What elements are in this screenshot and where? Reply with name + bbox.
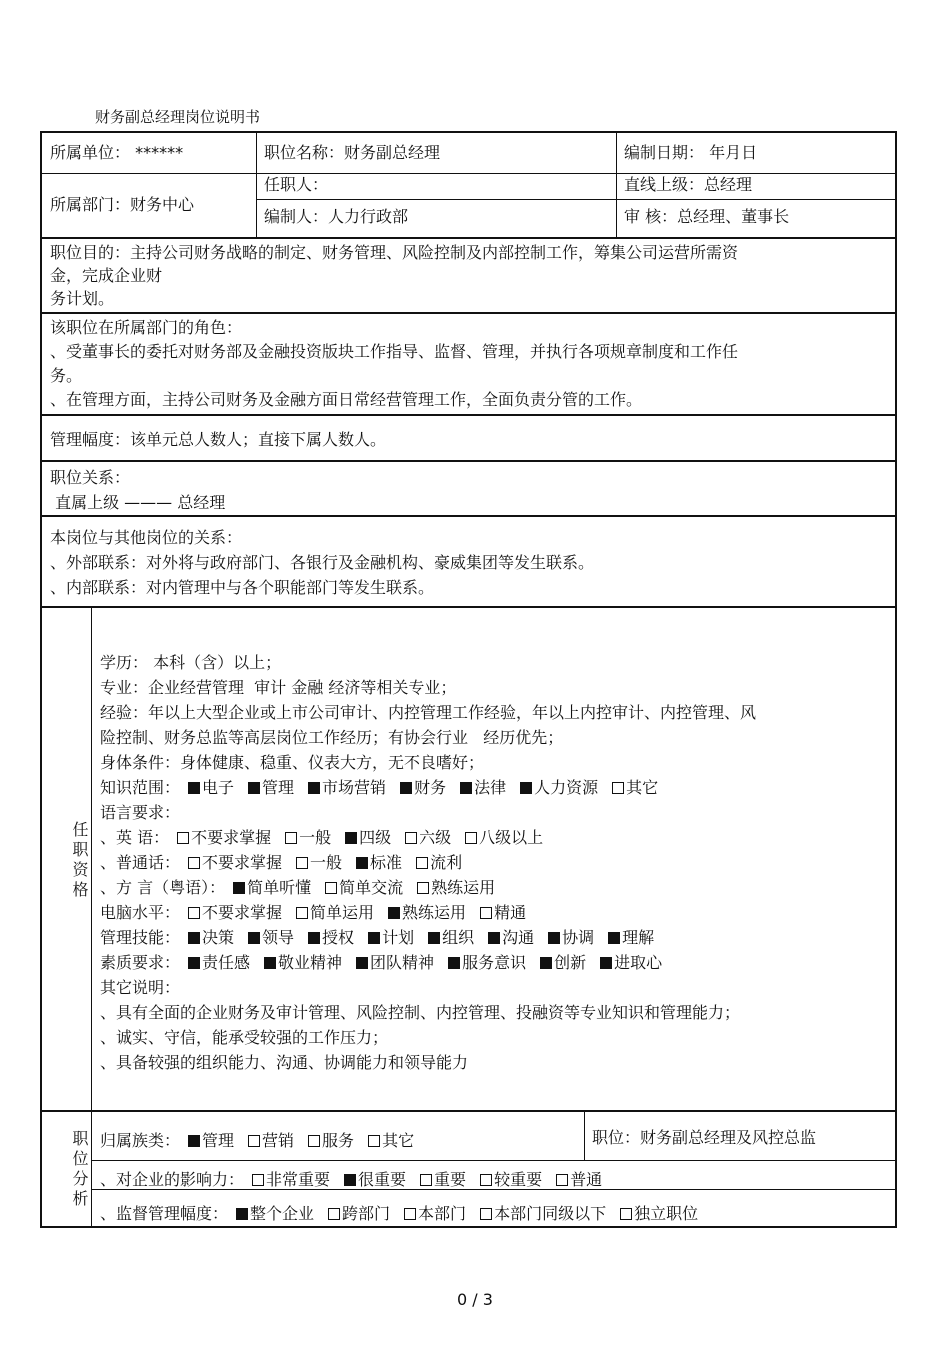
option-item: [460, 778, 506, 797]
option-label: 一般: [299, 828, 332, 847]
checked-box-icon: [600, 957, 612, 969]
option-label: 财务: [414, 778, 447, 797]
unchecked-box-icon: [252, 1174, 264, 1186]
role-line: 、受董事长的委托对财务部及金融投资版块工作指导、监督、管理，并执行各项规章制度和工作任: [50, 342, 739, 361]
option-label: 整个企业: [250, 1204, 315, 1223]
option-label: 管理: [262, 778, 295, 797]
option-row: [100, 775, 756, 800]
unchecked-box-icon: [465, 832, 477, 844]
unchecked-box-icon: [308, 1135, 320, 1147]
role-line: 该职位在所属部门的角色：: [50, 318, 243, 337]
option-label: 沟通: [502, 928, 535, 947]
checked-box-icon: [188, 957, 200, 969]
option-label: 很重要: [358, 1170, 407, 1189]
option-item: [248, 778, 294, 797]
checked-box-icon: [236, 1208, 248, 1220]
option-item: [308, 1131, 354, 1150]
option-label: 本部门同级以下: [494, 1204, 607, 1223]
option-label: 简单交流: [339, 878, 404, 897]
role-line: 务。: [50, 366, 83, 385]
option-group-label: 、英 语：: [100, 828, 170, 847]
option-item: [296, 903, 374, 922]
date-cell: 编制日期： 年月日: [624, 143, 758, 162]
option-label: 熟练运用: [402, 903, 467, 922]
option-label: 团队精神: [370, 953, 435, 972]
qualification-label: 任职资格: [42, 608, 92, 1111]
option-label: 服务: [322, 1131, 355, 1150]
unchecked-box-icon: [296, 907, 308, 919]
checked-box-icon: [308, 932, 320, 944]
option-item: [356, 953, 434, 972]
option-item: [308, 778, 386, 797]
option-label: 进取心: [614, 953, 663, 972]
option-item: [252, 1170, 330, 1189]
other-notes-line: 、诚实、守信，能承受较强的工作压力；: [100, 1028, 389, 1047]
checked-box-icon: [460, 782, 472, 794]
option-label: 四级: [359, 828, 392, 847]
option-item: [233, 878, 311, 897]
unchecked-box-icon: [556, 1174, 568, 1186]
option-group-label: 语言要求：: [100, 803, 181, 822]
unchecked-box-icon: [612, 782, 624, 794]
option-group-label: 归属族类：: [100, 1131, 181, 1150]
option-item: [404, 1204, 466, 1223]
unchecked-box-icon: [188, 857, 200, 869]
option-label: 决策: [202, 928, 235, 947]
option-group-label: 电脑水平：: [100, 903, 181, 922]
option-item: [480, 1170, 542, 1189]
option-item: [480, 1204, 606, 1223]
checked-box-icon: [308, 782, 320, 794]
supervision-row: [92, 1201, 895, 1224]
unchecked-box-icon: [620, 1208, 632, 1220]
option-label: 市场营销: [322, 778, 387, 797]
checked-box-icon: [540, 957, 552, 969]
option-label: 责任感: [202, 953, 251, 972]
checked-box-icon: [188, 932, 200, 944]
option-item: [236, 1204, 314, 1223]
qualification-body: [100, 650, 756, 1075]
option-label: 重要: [434, 1170, 467, 1189]
analysis-section: [40, 1110, 897, 1228]
option-item: [188, 903, 282, 922]
option-group-label: 、方 言（粤语）：: [100, 878, 226, 897]
reviewer-cell: 审 核：总经理、董事长: [624, 207, 790, 226]
option-label: 组织: [442, 928, 475, 947]
option-label: 计划: [382, 928, 415, 947]
option-label: 其它: [382, 1131, 415, 1150]
option-item: [405, 828, 451, 847]
unchecked-box-icon: [416, 857, 428, 869]
option-item: [344, 1170, 406, 1189]
option-item: [612, 778, 658, 797]
major-line: 专业：企业经营管理 审计 金融 经济等相关专业；: [100, 678, 457, 697]
option-item: [308, 928, 354, 947]
document-title: 财务副总经理岗位说明书: [95, 108, 261, 126]
unchecked-box-icon: [368, 1135, 380, 1147]
unchecked-box-icon: [296, 857, 308, 869]
option-label: 流利: [430, 853, 463, 872]
relation-section: [40, 460, 897, 517]
unchecked-box-icon: [480, 1208, 492, 1220]
option-label: 跨部门: [342, 1204, 391, 1223]
checked-box-icon: [248, 782, 260, 794]
option-item: [520, 778, 598, 797]
option-label: 敬业精神: [278, 953, 343, 972]
relation-line: 直属上级 ——— 总经理: [50, 493, 226, 512]
unchecked-box-icon: [405, 832, 417, 844]
unchecked-box-icon: [420, 1174, 432, 1186]
unchecked-box-icon: [404, 1208, 416, 1220]
option-item: [420, 1170, 466, 1189]
option-group-label: 知识范围：: [100, 778, 181, 797]
option-label: 不要求掌握: [191, 828, 272, 847]
purpose-section: [40, 237, 897, 314]
option-label: 较重要: [494, 1170, 543, 1189]
option-label: 领导: [262, 928, 295, 947]
checked-box-icon: [188, 782, 200, 794]
unchecked-box-icon: [325, 882, 337, 894]
checked-box-icon: [400, 782, 412, 794]
unchecked-box-icon: [248, 1135, 260, 1147]
checked-box-icon: [356, 857, 368, 869]
relation-line: 职位关系：: [50, 468, 131, 487]
option-label: 协调: [562, 928, 595, 947]
unchecked-box-icon: [285, 832, 297, 844]
option-label: 简单听懂: [247, 878, 312, 897]
unchecked-box-icon: [480, 907, 492, 919]
option-item: [556, 1170, 602, 1189]
other-notes-line: 、具有全面的企业财务及审计管理、风险控制、内控管理、投融资等专业知识和管理能力；: [100, 1003, 741, 1022]
option-row: [100, 800, 756, 825]
checked-box-icon: [520, 782, 532, 794]
option-item: [188, 778, 234, 797]
checked-box-icon: [356, 957, 368, 969]
checked-box-icon: [248, 932, 260, 944]
checked-box-icon: [428, 932, 440, 944]
checked-box-icon: [344, 1174, 356, 1186]
option-label: 本部门: [418, 1204, 467, 1223]
option-item: [620, 1204, 698, 1223]
checked-box-icon: [345, 832, 357, 844]
option-label: 精通: [494, 903, 527, 922]
option-row: [100, 950, 756, 975]
role-line: 、在管理方面，主持公司财务及金融方面日常经营管理工作，全面负责分管的工作。: [50, 390, 643, 409]
option-label: 营销: [262, 1131, 295, 1150]
option-item: [465, 828, 543, 847]
analysis-position-cell: 职位：财务副总经理及风控总监: [592, 1128, 817, 1147]
page-number: 0 / 3: [457, 1290, 493, 1309]
experience-line: 险控制、财务总监等高层岗位工作经历；有协会行业 经历优先；: [100, 728, 564, 747]
superior-cell: 直线上级：总经理: [624, 175, 753, 194]
option-item: [188, 853, 282, 872]
education-line: 学历： 本科（含）以上；: [100, 653, 282, 672]
other-notes-line: 、具备较强的组织能力、沟通、协调能力和领导能力: [100, 1053, 469, 1072]
role-section: [40, 312, 897, 416]
option-item: [417, 878, 495, 897]
option-item: [600, 953, 662, 972]
checked-box-icon: [608, 932, 620, 944]
option-label: 一般: [310, 853, 343, 872]
option-item: [177, 828, 271, 847]
checked-box-icon: [368, 932, 380, 944]
other-relation-line: 、内部联系：对内管理中与各个职能部门等发生联系。: [50, 578, 435, 597]
option-group-label: 、普通话：: [100, 853, 181, 872]
health-line: 身体条件：身体健康、稳重、仪表大方，无不良嗜好；: [100, 753, 485, 772]
option-item: [356, 853, 402, 872]
option-item: [188, 953, 250, 972]
option-group-label: 、对企业的影响力：: [100, 1170, 245, 1189]
option-group-label: 管理技能：: [100, 928, 181, 947]
option-label: 非常重要: [266, 1170, 331, 1189]
option-label: 不要求掌握: [202, 903, 283, 922]
unchecked-box-icon: [188, 907, 200, 919]
option-item: [428, 928, 474, 947]
option-row: [100, 825, 756, 850]
option-item: [285, 828, 331, 847]
option-item: [325, 878, 403, 897]
header-table: [40, 131, 897, 237]
option-label: 创新: [554, 953, 587, 972]
analysis-label: 职位分析: [42, 1112, 92, 1226]
option-item: [296, 853, 342, 872]
qualification-section: [40, 606, 897, 1111]
impact-row: [92, 1167, 895, 1190]
option-item: [248, 928, 294, 947]
option-item: [416, 853, 462, 872]
option-item: [540, 953, 586, 972]
option-label: 熟练运用: [431, 878, 496, 897]
holder-cell: 任职人：: [264, 175, 329, 194]
unit-cell: 所属单位： ******: [50, 143, 184, 162]
option-label: 人力资源: [534, 778, 599, 797]
unchecked-box-icon: [328, 1208, 340, 1220]
purpose-line: 务计划。: [50, 289, 115, 308]
option-row: [100, 875, 756, 900]
option-item: [388, 903, 466, 922]
option-item: [548, 928, 594, 947]
option-label: 法律: [474, 778, 507, 797]
option-item: [400, 778, 446, 797]
checked-box-icon: [448, 957, 460, 969]
option-label: 服务意识: [462, 953, 527, 972]
unchecked-box-icon: [177, 832, 189, 844]
option-item: [188, 1131, 234, 1150]
option-label: 六级: [419, 828, 452, 847]
checked-box-icon: [548, 932, 560, 944]
option-label: 八级以上: [479, 828, 544, 847]
purpose-line: 职位目的：主持公司财务战略的制定、财务管理、风险控制及内部控制工作，筹集公司运营所需资: [50, 243, 739, 262]
other-relation-section: [40, 515, 897, 608]
option-row: [100, 900, 756, 925]
option-item: [345, 828, 391, 847]
option-label: 授权: [322, 928, 355, 947]
option-item: [368, 1131, 414, 1150]
checked-box-icon: [188, 1135, 200, 1147]
option-label: 不要求掌握: [202, 853, 283, 872]
option-item: [328, 1204, 390, 1223]
option-group-label: 、监督管理幅度：: [100, 1204, 229, 1223]
other-notes-line: 其它说明：: [100, 978, 181, 997]
option-rows: [100, 775, 756, 975]
checked-box-icon: [264, 957, 276, 969]
option-item: [188, 928, 234, 947]
option-label: 普通: [570, 1170, 603, 1189]
checked-box-icon: [488, 932, 500, 944]
option-row: [100, 850, 756, 875]
scope-section: [40, 414, 897, 462]
department-cell: 所属部门：财务中心: [50, 195, 195, 214]
experience-line: 经验：年以上大型企业或上市公司审计、内控管理工作经验，年以上内控审计、内控管理、风: [100, 703, 757, 722]
option-label: 理解: [622, 928, 655, 947]
other-relation-line: 、外部联系：对外将与政府部门、各银行及金融机构、豪威集团等发生联系。: [50, 553, 595, 572]
option-label: 电子: [202, 778, 235, 797]
scope-line: 管理幅度：该单元总人数人；直接下属人数人。: [50, 430, 387, 449]
option-label: 管理: [202, 1131, 235, 1150]
option-label: 其它: [626, 778, 659, 797]
option-item: [480, 903, 526, 922]
option-item: [608, 928, 654, 947]
option-group-label: 素质要求：: [100, 953, 181, 972]
option-item: [448, 953, 526, 972]
option-item: [368, 928, 414, 947]
unchecked-box-icon: [417, 882, 429, 894]
checked-box-icon: [233, 882, 245, 894]
option-label: 简单运用: [310, 903, 375, 922]
author-cell: 编制人：人力行政部: [264, 207, 409, 226]
checked-box-icon: [388, 907, 400, 919]
option-row: [100, 925, 756, 950]
option-item: [264, 953, 342, 972]
position-name-cell: 职位名称：财务副总经理: [264, 143, 441, 162]
option-label: 标准: [370, 853, 403, 872]
option-item: [248, 1131, 294, 1150]
other-relation-line: 本岗位与其他岗位的关系：: [50, 528, 243, 547]
purpose-line: 金，完成企业财: [50, 266, 163, 285]
option-item: [488, 928, 534, 947]
unchecked-box-icon: [480, 1174, 492, 1186]
option-label: 独立职位: [634, 1204, 699, 1223]
